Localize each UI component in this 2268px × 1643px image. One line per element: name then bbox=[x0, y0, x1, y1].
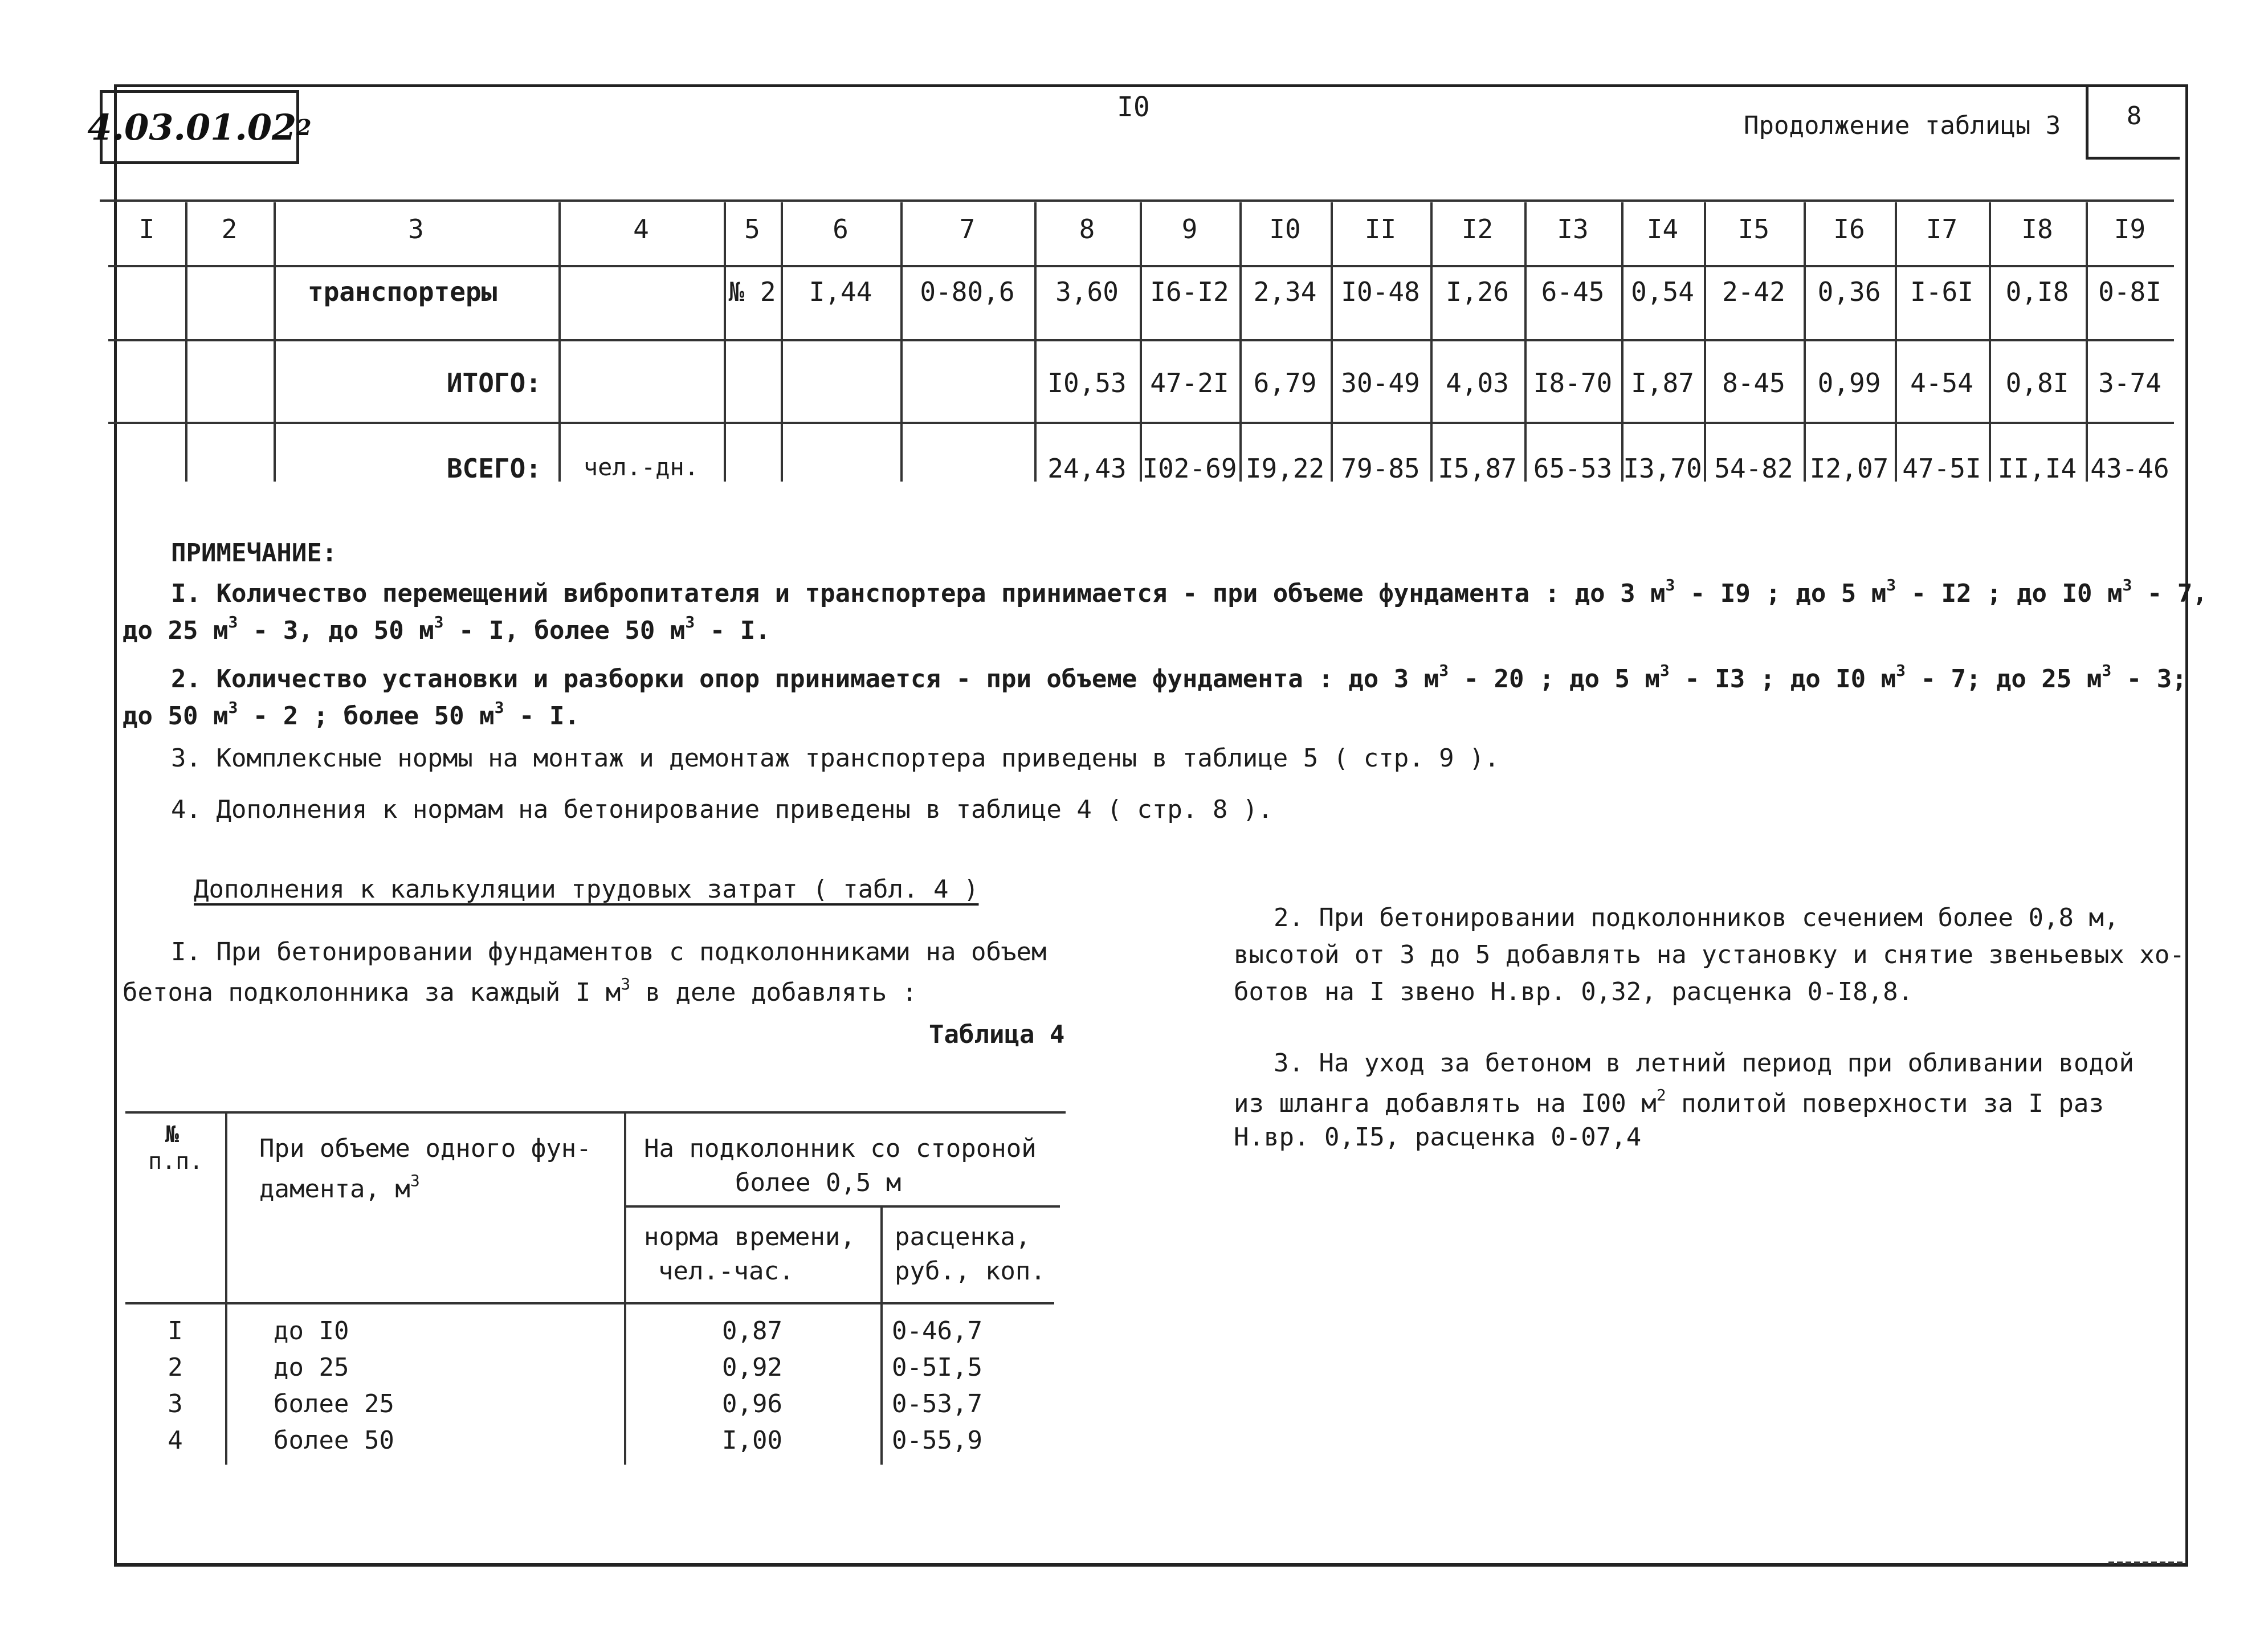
main-table-cell: чел.-дн. bbox=[583, 453, 699, 481]
main-table-cell: 54-82 bbox=[1714, 453, 1793, 484]
t4-cell: 0-5I,5 bbox=[892, 1353, 982, 1382]
table-4 bbox=[125, 1111, 1066, 1465]
t4-cell: 2 bbox=[168, 1353, 183, 1382]
t4-h-sub-a: На подколонник со стороной bbox=[644, 1134, 1037, 1163]
t4-col-rule-1 bbox=[225, 1111, 227, 1465]
main-table-cell: ИТОГО: bbox=[446, 368, 541, 398]
main-table-header-cell: I8 bbox=[2021, 214, 2053, 244]
t4-cell: 0-46,7 bbox=[892, 1316, 982, 1346]
main-table-header-cell: 9 bbox=[1181, 214, 1198, 244]
main-table-cell: 65-53 bbox=[1533, 453, 1613, 484]
main-table-cell: 30-49 bbox=[1341, 368, 1420, 398]
additions-title: Дополнения к калькуляции трудовых затрат ( табл. 4 ) bbox=[194, 875, 979, 904]
main-table-cell: 2-42 bbox=[1722, 276, 1785, 307]
main-table-cell: I2,07 bbox=[1809, 453, 1889, 484]
header-divider bbox=[100, 199, 2174, 202]
main-table-header-cell: II bbox=[1364, 214, 1397, 244]
note-2-line-1: 2. Количество установки и разборки опор принимается - при объеме фундамента : до 3 $м^3 - 20$ ; до 5 $м^3 - I3$ ; до I0 $м^3 - 7$; до 25 $м^3 - 3$; bbox=[171, 661, 2187, 694]
main-table-header-cell: I6 bbox=[1833, 214, 1865, 244]
main-table-cell: I6-I2 bbox=[1150, 276, 1229, 307]
main-table-cell: 0,99 bbox=[1817, 368, 1881, 398]
t4-h-num-b: п.п. bbox=[148, 1148, 203, 1175]
t4-col-rule-3 bbox=[880, 1205, 883, 1465]
main-table-cell: 8-45 bbox=[1722, 368, 1785, 398]
t4-cell: I bbox=[168, 1316, 183, 1346]
main-table-header-cell: 7 bbox=[959, 214, 976, 244]
main-table-cell: 2,34 bbox=[1253, 276, 1317, 307]
t4-cell: более 50 bbox=[274, 1426, 394, 1455]
main-table-cell: 0,36 bbox=[1817, 276, 1881, 307]
addition-1-line-2: бетона подколонника за каждый I $м^3$ в деле добавлять : bbox=[123, 975, 917, 1007]
t4-cell: 0,87 bbox=[722, 1316, 782, 1346]
table-continuation-label: Продолжение таблицы 3 bbox=[1744, 111, 2061, 140]
main-table-header-cell: I5 bbox=[1737, 214, 1770, 244]
main-table-cell: 79-85 bbox=[1341, 453, 1420, 484]
main-table-cell: I,87 bbox=[1631, 368, 1694, 398]
note-2-line-2: до 50 $м^3 - 2$ ; более 50 $м^3$ - I. bbox=[123, 698, 580, 731]
main-table-header-cell: 6 bbox=[833, 214, 849, 244]
t4-h-norm-a: норма времени, bbox=[644, 1222, 855, 1251]
main-table-cell: I0,53 bbox=[1047, 368, 1127, 398]
page-number: I0 bbox=[1117, 91, 1150, 123]
main-table-cell: 0,I8 bbox=[2005, 276, 2069, 307]
main-table-cell: I,44 bbox=[809, 276, 872, 307]
t4-h-vol-b: дамента, $м^3$ bbox=[259, 1171, 420, 1204]
main-table-cell: 0-8I bbox=[2098, 276, 2161, 307]
note-3: 3. Комплексные нормы на монтаж и демонтаж транспортера приведены в таблице 5 ( стр. 9 ). bbox=[171, 744, 1500, 773]
t4-cell: 0,92 bbox=[722, 1353, 782, 1382]
t4-cell: I,00 bbox=[722, 1426, 782, 1455]
main-table-cell: I8-70 bbox=[1533, 368, 1613, 398]
addition-3-line-3: Н.вр. 0,I5, расценка 0-07,4 bbox=[1234, 1123, 1642, 1152]
table-4-label: Таблица 4 bbox=[929, 1020, 1065, 1049]
document-stamp bbox=[87, 90, 312, 164]
main-table-header-cell: I4 bbox=[1646, 214, 1679, 244]
notes-heading: ПРИМЕЧАНИЕ: bbox=[171, 539, 337, 568]
t4-h-rate-b: руб., коп. bbox=[895, 1257, 1046, 1286]
note-1-line-2: до 25 $м^3 - 3$, до 50 $м^3$ - I, более 50 $м^3$ - I. bbox=[123, 613, 770, 645]
main-table-cell: I02-69 bbox=[1142, 453, 1237, 484]
stamp-revision: 2 bbox=[296, 114, 312, 140]
bottom-dash-mark bbox=[2108, 1562, 2183, 1569]
main-table-cell: 3-74 bbox=[2098, 368, 2161, 398]
main-table-cell: 47-2I bbox=[1150, 368, 1229, 398]
t4-h-norm-b: чел.-час. bbox=[658, 1257, 794, 1286]
t4-cell: 0,96 bbox=[722, 1389, 782, 1418]
main-table-cell: 47-5I bbox=[1902, 453, 1981, 484]
main-table-cell: 0-80,6 bbox=[920, 276, 1015, 307]
main-table-header-cell: I2 bbox=[1461, 214, 1494, 244]
main-table-cell: 24,43 bbox=[1047, 453, 1127, 484]
main-table-cell: 6,79 bbox=[1253, 368, 1317, 398]
sheet-number: 8 bbox=[2086, 85, 2180, 160]
main-table-cell: 4,03 bbox=[1446, 368, 1509, 398]
addition-2-line-3: ботов на I звено Н.вр. 0,32, расценка 0-I8,8. bbox=[1234, 977, 1914, 1006]
main-table-header-cell: 3 bbox=[408, 214, 424, 244]
main-table-cell: I5,87 bbox=[1438, 453, 1517, 484]
main-table-header-cell: 4 bbox=[633, 214, 649, 244]
t4-header-rule bbox=[125, 1302, 1054, 1304]
main-table-header-cell: 5 bbox=[744, 214, 760, 244]
t4-h-sub-b: более 0,5 м bbox=[735, 1168, 902, 1197]
main-table-cell: транспортеры bbox=[308, 276, 497, 307]
t4-top-rule bbox=[125, 1111, 1066, 1114]
t4-cell: 3 bbox=[168, 1389, 183, 1418]
t4-cell: 0-55,9 bbox=[892, 1426, 982, 1455]
main-table-cell: I3,70 bbox=[1623, 453, 1702, 484]
addition-2-line-2: высотой от 3 до 5 добавлять на установку и снятие звеньевых хо- bbox=[1234, 940, 2185, 969]
addition-3-line-2: из шланга добавлять на I00 $м^2$ политой поверхности за I раз bbox=[1234, 1086, 2104, 1118]
main-table-header-cell: 2 bbox=[221, 214, 238, 244]
main-table-cell: I0-48 bbox=[1341, 276, 1420, 307]
note-1-line-1: I. Количество перемещений вибропитателя и транспортера принимается - при объеме фундамента : до 3 $м^3 - I9$ ; до 5 $м^3 - I2$ ; до I0 $м^3 - 7$, bbox=[171, 576, 2208, 608]
addition-3-line-1: 3. На уход за бетоном в летний период при обливании водой bbox=[1274, 1049, 2134, 1078]
main-table-header-cell: I0 bbox=[1269, 214, 1301, 244]
t4-h-num-a: № bbox=[165, 1122, 180, 1148]
main-table-cell: I,26 bbox=[1446, 276, 1509, 307]
main-table-cell: 6-45 bbox=[1541, 276, 1605, 307]
main-table-cell: 4-54 bbox=[1910, 368, 1973, 398]
t4-cell: более 25 bbox=[274, 1389, 394, 1418]
stamp-code: 4.03.01.02 bbox=[87, 106, 297, 148]
main-table-cell: 3,60 bbox=[1055, 276, 1119, 307]
t4-sub-rule bbox=[624, 1205, 1060, 1208]
addition-2-line-1: 2. При бетонировании подколонников сечением более 0,8 м, bbox=[1274, 903, 2119, 932]
main-table-cell: № 2 bbox=[728, 276, 776, 307]
main-table-header-cell: I9 bbox=[2114, 214, 2146, 244]
main-table-header-cell: 8 bbox=[1079, 214, 1095, 244]
main-table-cell: 0,8I bbox=[2005, 368, 2069, 398]
note-4: 4. Дополнения к нормам на бетонирование приведены в таблице 4 ( стр. 8 ). bbox=[171, 795, 1273, 824]
t4-h-rate-a: расценка, bbox=[895, 1222, 1031, 1251]
main-table-header-cell: I7 bbox=[1926, 214, 1958, 244]
main-table-cell: I9,22 bbox=[1245, 453, 1325, 484]
t4-cell: до 25 bbox=[274, 1353, 349, 1382]
t4-h-vol-a: При объеме одного фун- bbox=[259, 1134, 592, 1163]
addition-1-line-1: I. При бетонировании фундаментов с подколонниками на объем bbox=[171, 937, 1047, 967]
main-table-cell: 43-46 bbox=[2090, 453, 2169, 484]
main-table-header-cell: I bbox=[138, 214, 155, 244]
t4-cell: до I0 bbox=[274, 1316, 349, 1346]
t4-cell: 0-53,7 bbox=[892, 1389, 982, 1418]
main-table-cell: I-6I bbox=[1910, 276, 1973, 307]
main-table-cell: 0,54 bbox=[1631, 276, 1694, 307]
main-table-cell: ВСЕГО: bbox=[446, 453, 541, 484]
main-table bbox=[108, 202, 2174, 487]
main-table-cell: II,I4 bbox=[1997, 453, 2077, 484]
main-table-header-cell: I3 bbox=[1557, 214, 1589, 244]
t4-cell: 4 bbox=[168, 1426, 183, 1455]
